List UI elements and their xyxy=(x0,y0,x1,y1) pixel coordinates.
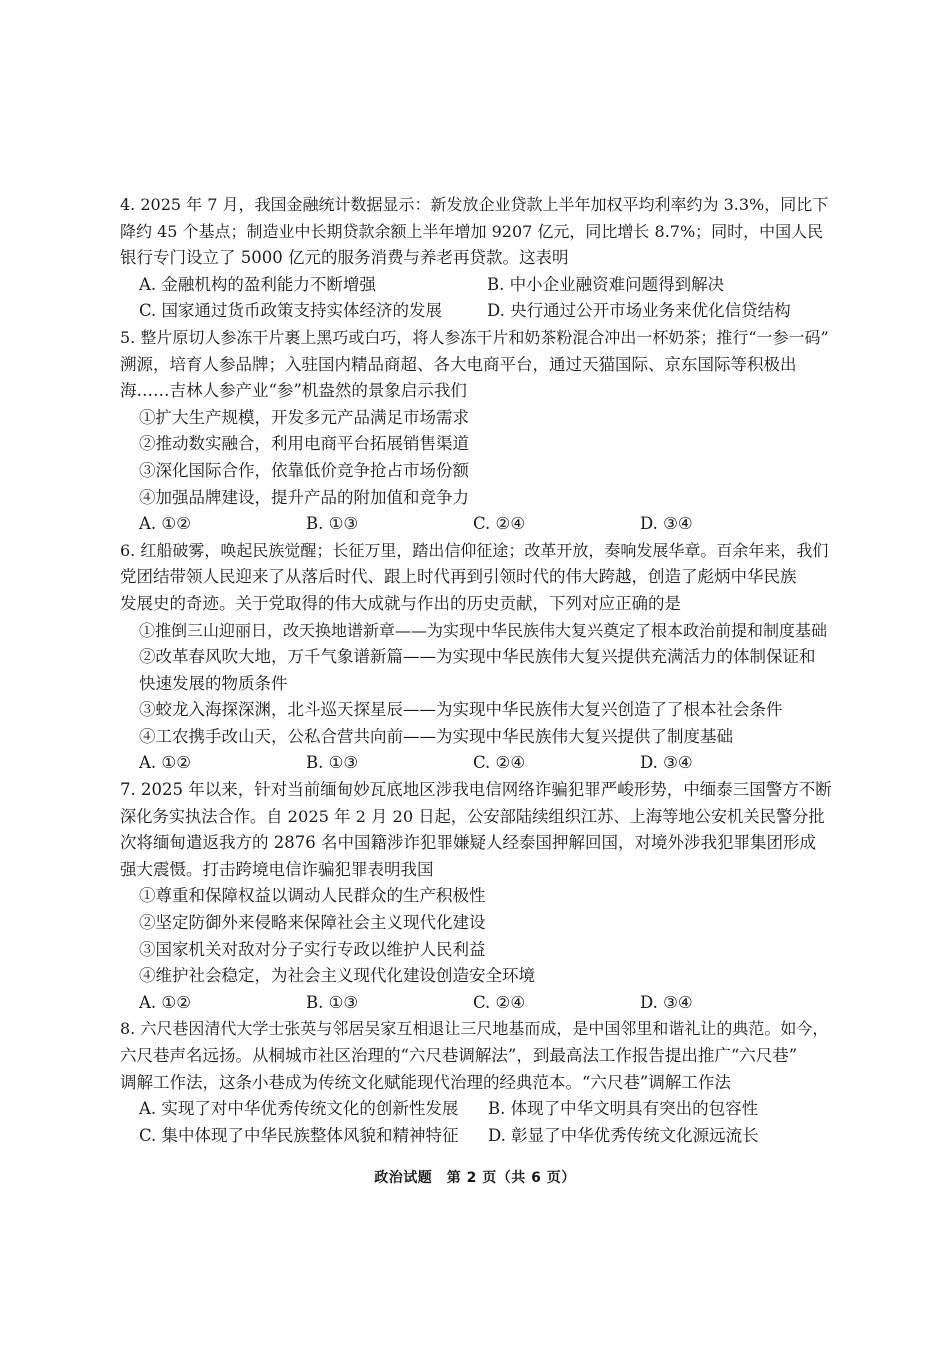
statement-item: ③国家机关对敌对分子实行专政以维护人民利益 xyxy=(139,939,486,959)
option-b: B. ①③ xyxy=(306,992,359,1012)
option-row xyxy=(120,1123,832,1150)
option-d: D. ③④ xyxy=(640,753,693,773)
option-d: D. 央行通过公开市场业务来优化信贷结构 xyxy=(487,301,791,321)
statement-item: ①扩大生产规模，开发多元产品满足市场需求 xyxy=(139,407,469,427)
question-stem-line: 党团结带领人民迎来了从落后时代、跟上时代再到引领时代的伟大跨越，创造了彪炳中华民族 xyxy=(120,567,797,587)
option-a: A. ①② xyxy=(139,992,191,1012)
option-c: C. ②④ xyxy=(473,753,526,773)
question-stem-line: 六尺巷声名远扬。从桐城市社区治理的“六尺巷调解法”，到最高法工作报告提出推广“六尺巷” xyxy=(120,1046,798,1065)
option-b: B. 体现了中华文明具有突出的包容性 xyxy=(488,1099,759,1119)
option-c: C. 集中体现了中华民族整体风貌和精神特征 xyxy=(139,1125,459,1145)
statement-item: ④工农携手改山天，公私合营共向前——为实现中华民族伟大复兴提供了制度基础 xyxy=(139,726,733,746)
question-stem-line: 8. 六尺巷因清代大学士张英与邻居吴家互相退让三尺地基而成，是中国邻里和谐礼让的典范。如今， xyxy=(120,1019,829,1039)
question-4 xyxy=(120,192,832,325)
page-footer: 政治试题 第 2 页（共 6 页） xyxy=(374,1170,576,1186)
question-stem-line: 溯源，培育人参品牌；入驻国内精品商超、各大电商平台，通过天猫国际、京东国际等积极出 xyxy=(120,354,797,374)
option-a: A. ①② xyxy=(139,753,191,773)
option-a: A. ①② xyxy=(139,514,191,534)
question-stem-line: 4. 2025 年 7 月，我国金融统计数据显示：新发放企业贷款上半年加权平均利率约为 3.3%，同比下 xyxy=(120,195,829,214)
option-row xyxy=(120,990,832,1017)
option-b: B. ①③ xyxy=(306,514,359,534)
statement-item-continued: 快速发展的物质条件 xyxy=(139,673,288,693)
option-c: C. ②④ xyxy=(473,992,526,1012)
option-row xyxy=(120,750,832,777)
question-8 xyxy=(120,1016,832,1149)
question-stem-line: 次将缅甸遣返我方的 2876 名中国籍涉诈犯罪嫌疑人经泰国押解回国，对境外涉我犯罪集团形成 xyxy=(120,833,816,853)
option-a: A. 实现了对中华优秀传统文化的创新性发展 xyxy=(139,1099,459,1119)
option-row xyxy=(120,511,832,538)
option-d: D. 彰显了中华优秀传统文化源远流长 xyxy=(488,1125,759,1145)
option-d: D. ③④ xyxy=(640,514,693,534)
statement-item: ①推倒三山迎丽日，改天换地谱新章——为实现中华民族伟大复兴奠定了根本政治前提和制度基础 xyxy=(139,620,828,640)
question-7 xyxy=(120,777,832,1016)
option-row xyxy=(120,272,832,299)
question-stem-line: 强大震慑。打击跨境电信诈骗犯罪表明我国 xyxy=(120,859,434,879)
option-row xyxy=(120,298,832,325)
option-b: B. ①③ xyxy=(306,753,359,773)
exam-page xyxy=(120,192,832,1149)
option-d: D. ③④ xyxy=(640,992,693,1012)
statement-item: ③深化国际合作，依靠低价竞争抢占市场份额 xyxy=(139,460,469,480)
question-stem-line: 银行专门设立了 5000 亿元的服务消费与养老再贷款。这表明 xyxy=(120,248,569,268)
option-c: C. 国家通过货币政策支持实体经济的发展 xyxy=(139,301,443,321)
statement-item: ④加强品牌建设，提升产品的附加值和竞争力 xyxy=(139,487,469,507)
question-stem-line: 5. 整片原切人参冻干片裹上黑巧或白巧，将人参冻干片和奶茶粉混合冲出一杯奶茶；推行“一参一码” xyxy=(120,327,829,347)
question-5 xyxy=(120,325,832,538)
option-b: B. 中小企业融资难问题得到解决 xyxy=(487,274,725,294)
option-c: C. ②④ xyxy=(473,514,526,534)
question-stem-line: 7. 2025 年以来，针对当前缅甸妙瓦底地区涉我电信网络诈骗犯罪严峻形势，中缅泰三国警方不断 xyxy=(120,780,832,800)
statement-item: ②坚定防御外来侵略来保障社会主义现代化建设 xyxy=(139,913,486,933)
statement-item: ③蛟龙入海探深渊，北斗巡天探星辰——为实现中华民族伟大复兴创造了了根本社会条件 xyxy=(139,700,783,720)
statement-item: ②改革春风吹大地，万千气象谱新篇——为实现中华民族伟大复兴提供充满活力的体制保证和 xyxy=(139,647,816,667)
statement-item: ②推动数实融合，利用电商平台拓展销售渠道 xyxy=(139,434,469,454)
statement-item: ①尊重和保障权益以调动人民群众的生产积极性 xyxy=(139,886,486,906)
question-6 xyxy=(120,538,832,777)
question-stem-line: 6. 红船破雾，唤起民族觉醒；长征万里，踏出信仰征途；改革开放，奏响发展华章。百余年来，我们 xyxy=(120,540,829,560)
question-stem-line: 深化务实执法合作。自 2025 年 2 月 20 日起，公安部陆续组织江苏、上海等地公安机关民警分批 xyxy=(120,806,825,826)
option-row xyxy=(120,1096,832,1123)
question-stem-line: 调解工作法，这条小巷成为传统文化赋能现代治理的经典范本。“六尺巷”调解工作法 xyxy=(120,1072,731,1092)
question-stem-line: 海……吉林人参产业“参”机盎然的景象启示我们 xyxy=(120,381,467,401)
question-stem-line: 发展史的奇迹。关于党取得的伟大成就与作出的历史贡献，下列对应正确的是 xyxy=(120,593,681,613)
question-stem-line: 降约 45 个基点；制造业中长期贷款余额上半年增加 9207 亿元，同比增长 8.7%；同时，中国人民 xyxy=(120,221,824,241)
option-a: A. 金融机构的盈利能力不断增强 xyxy=(139,274,376,294)
statement-item: ④维护社会稳定，为社会主义现代化建设创造安全环境 xyxy=(139,966,535,986)
